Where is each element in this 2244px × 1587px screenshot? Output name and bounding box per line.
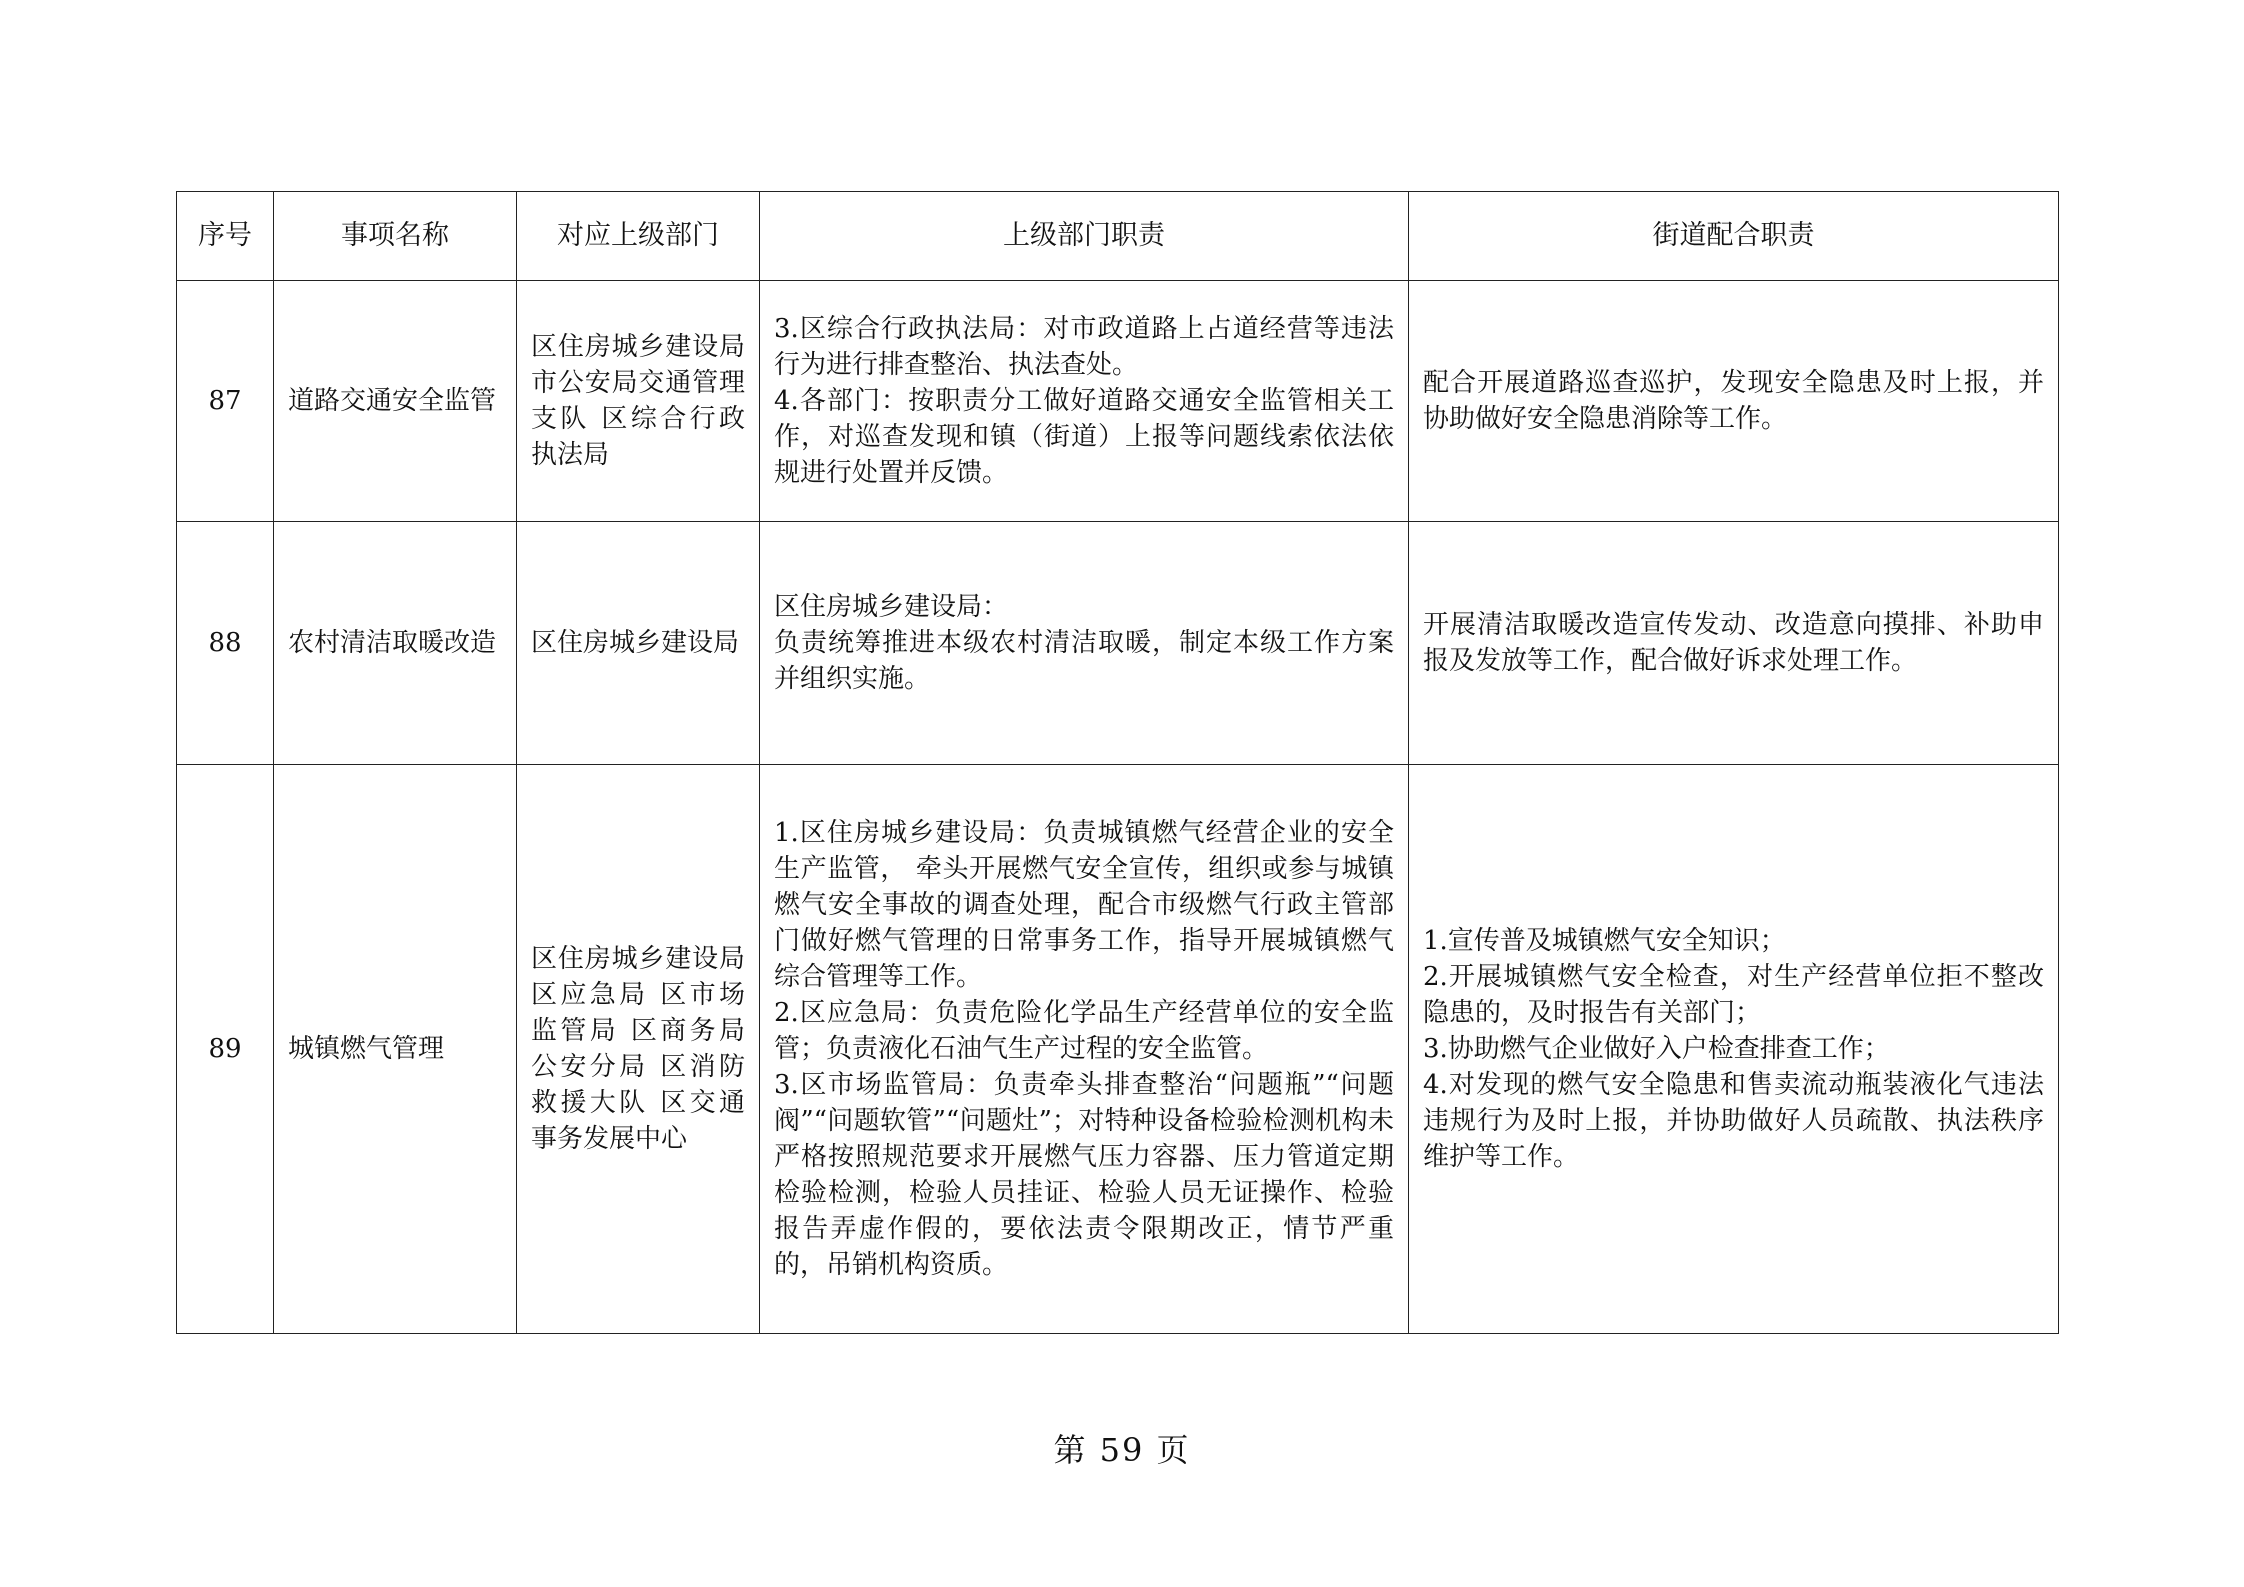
header-upper-duty: 上级部门职责 — [760, 192, 1409, 281]
row-street-duty — [1409, 765, 2059, 1334]
row-department: 区住房城乡建设局 市公安局交通管理支队 区综合行政执法局 — [517, 281, 760, 522]
table-header-row — [177, 192, 2059, 281]
street-duty-text: 配合开展道路巡查巡护，发现安全隐患及时上报，并协助做好安全隐患消除等工作。 — [1423, 368, 2044, 434]
header-seq: 序号 — [177, 192, 274, 281]
street-duty-text: 开展清洁取暖改造宣传发动、改造意向摸排、补助申报及发放等工作，配合做好诉求处理工作。 — [1423, 610, 2044, 676]
responsibility-table-container — [176, 191, 2059, 1334]
header-department: 对应上级部门 — [517, 192, 760, 281]
upper-duty-text: 3.区综合行政执法局：对市政道路上占道经营等违法行为进行排查整治、执法查处。 4.各部门：按职责分工做好道路交通安全监管相关工作，对巡查发现和镇（街道）上报等问题线索依法依规进行处置并反馈。 — [774, 314, 1394, 488]
upper-duty-text: 1.区住房城乡建设局：负责城镇燃气经营企业的安全生产监管， 牵头开展燃气安全宣传，组织或参与城镇燃气安全事故的调查处理，配合市级燃气行政主管部门做好燃气管理的日常事务工作，指导开展城镇燃气综合管理等工作。 2.区应急局：负责危险化学品生产经营单位的安全监管；负责液化石油气生产过程的安全监管。 3.区市场监管局：负责牵头排查整治“问题瓶”“问题阀”“问题软管”“问题灶”；对特种设备检验检测机构未严格按照规范要求开展燃气压力容器、压力管道定期检验检测，检验人员挂证、检验人员无证操作、检验报告弄虚作假的，要依法责令限期改正，情节严重的，吊销机构资质。 — [774, 818, 1394, 1280]
row-street-duty — [1409, 281, 2059, 522]
table-row — [177, 522, 2059, 765]
upper-duty-text: 区住房城乡建设局： 负责统筹推进本级农村清洁取暖，制定本级工作方案并组织实施。 — [774, 592, 1394, 694]
row-upper-duty — [760, 765, 1409, 1334]
row-seq: 87 — [177, 281, 274, 522]
header-item-name: 事项名称 — [274, 192, 517, 281]
table-row — [177, 281, 2059, 522]
row-department: 区住房城乡建设局 区应急局 区市场监管局 区商务局 公安分局 区消防救援大队 区交通事务发展中心 — [517, 765, 760, 1334]
street-duty-text: 1.宣传普及城镇燃气安全知识； 2.开展城镇燃气安全检查，对生产经营单位拒不整改隐患的，及时报告有关部门； 3.协助燃气企业做好入户检查排查工作； 4.对发现的燃气安全隐患和售卖流动瓶装液化气违法违规行为及时上报，并协助做好人员疏散、执法秩序维护等工作。 — [1423, 926, 2044, 1172]
page-number: 第 59 页 — [1053, 1431, 1191, 1469]
row-upper-duty — [760, 281, 1409, 522]
row-item-name: 农村清洁取暖改造 — [274, 522, 517, 765]
row-seq: 88 — [177, 522, 274, 765]
row-item-name: 道路交通安全监管 — [274, 281, 517, 522]
header-street-duty: 街道配合职责 — [1409, 192, 2059, 281]
table-row — [177, 765, 2059, 1334]
row-seq: 89 — [177, 765, 274, 1334]
row-item-name: 城镇燃气管理 — [274, 765, 517, 1334]
row-street-duty — [1409, 522, 2059, 765]
row-upper-duty — [760, 522, 1409, 765]
row-department: 区住房城乡建设局 — [517, 522, 760, 765]
responsibility-table — [176, 191, 2059, 1334]
